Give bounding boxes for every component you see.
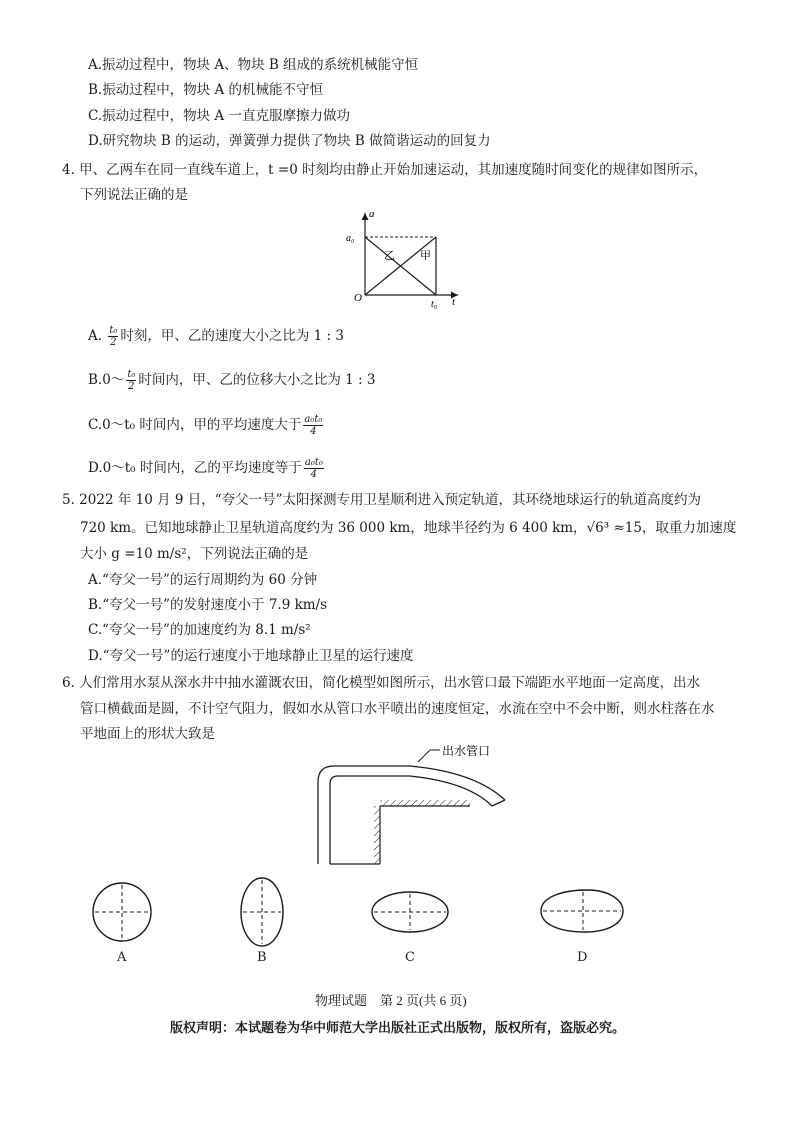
- q4-option-c-text: 0～t₀ 时间内，甲的平均速度大于: [102, 417, 302, 433]
- graph-label-yi: 乙: [384, 250, 395, 262]
- q4-option-a-letter: A.: [88, 328, 103, 344]
- q4-option-c-frac-den: 4: [310, 426, 317, 437]
- pipe-outer-wall: [318, 766, 410, 864]
- q3-option-c: [88, 106, 350, 126]
- graph-a0-label: a₀: [346, 233, 355, 244]
- pipe-inner-wall: [330, 776, 410, 864]
- q3-option-a-text: 振动过程中，物块 A、物块 B 组成的系统机械能守恒: [102, 57, 419, 73]
- graph-t0-label: t₀: [431, 299, 438, 310]
- q5-option-a-letter: A.: [88, 572, 103, 588]
- ground-hatch-side: [374, 806, 380, 864]
- q4-option-b-frac-num: t₀: [127, 369, 136, 380]
- q5-option-d-text: “夸父一号”的运行速度小于地球静止卫星的运行速度: [102, 648, 414, 664]
- q3-option-b-text: 振动过程中，物块 A 的机械能不守恒: [102, 82, 324, 98]
- q4-option-a-frac-den: 2: [110, 337, 117, 348]
- q3-option-c-text: 振动过程中，物块 A 一直克服摩擦力做功: [102, 108, 350, 124]
- q4-option-a-text: 时刻，甲、乙的速度大小之比为 1 : 3: [120, 328, 344, 344]
- q6-choice-b-shape: [237, 874, 287, 950]
- q5-option-b-text: “夸父一号”的发射速度小于 7.9 km/s: [102, 597, 328, 613]
- q4-option-a: [88, 325, 344, 348]
- q5-option-c-text: “夸父一号”的加速度约为 8.1 m/s²: [102, 622, 311, 638]
- q6-choice-c-label: C: [405, 950, 415, 965]
- q4-option-a-fraction: [108, 325, 118, 348]
- q6-stem-line2: 管口横截面是圆，不计空气阻力，假如水从管口水平喷出的速度恒定，水流在空中不会中断，则水柱落在水: [80, 701, 715, 717]
- q5-stem-line3: 大小 g =10 m/s²，下列说法正确的是: [80, 546, 309, 562]
- q5-option-c: [88, 620, 311, 640]
- q6-choice-a-shape: [90, 880, 154, 944]
- q4-option-a-frac-num: t₀: [109, 325, 118, 336]
- copyright-notice: 版权声明：本试题卷为华中师范大学出版社正式出版物，版权所有，盗版必究。: [170, 1020, 626, 1035]
- q3-option-a: [88, 55, 418, 75]
- q4-option-d: [88, 457, 326, 480]
- q5-option-a: [88, 570, 317, 590]
- q4-option-b-fraction: [126, 369, 136, 392]
- q4-option-b-prefix: 0～: [102, 372, 125, 388]
- q4-option-c-frac-num: a₀t₀: [304, 414, 323, 425]
- q4-option-b: [88, 369, 375, 392]
- ground-hatch-top: [380, 800, 470, 806]
- q6-choice-b-label: B: [257, 950, 267, 965]
- q4-option-b-letter: B.: [88, 372, 103, 388]
- q4-option-d-frac-den: 4: [310, 469, 318, 480]
- q4-option-d-frac-num: a₀t₀: [304, 457, 323, 468]
- graph-origin-label: O: [354, 292, 362, 304]
- q5-stem-line1: 5. 2022 年 10 月 9 日，“夸父一号”太阳探测专用卫星顺利进入预定轨道，其环绕地球运行的轨道高度约为: [62, 492, 702, 508]
- q4-option-b-text: 时间内，甲、乙的位移大小之比为 1 : 3: [138, 372, 376, 388]
- q3-option-d-text: 研究物块 B 的运动，弹簧弹力提供了物块 B 做简谐运动的回复力: [102, 133, 491, 149]
- q5-option-c-letter: C.: [88, 622, 103, 638]
- q3-option-b-letter: B.: [88, 82, 103, 98]
- graph-x-axis-label: t: [452, 296, 456, 308]
- page-footer-info: 物理试题 第 2 页(共 6 页): [315, 993, 467, 1008]
- q3-option-d-letter: D.: [88, 133, 103, 149]
- q5-option-d-letter: D.: [88, 648, 103, 664]
- q5-option-d: [88, 646, 413, 666]
- pipe-curve-top: [410, 766, 505, 800]
- q4-option-b-frac-den: 2: [128, 381, 135, 392]
- pipe-outlet-label: 出水管口: [442, 744, 491, 758]
- q4-stem-line2: 下列说法正确的是: [80, 187, 188, 203]
- pipe-outlet-end: [492, 800, 505, 806]
- q5-stem-line2: 720 km。已知地球静止卫星轨道高度约为 36 000 km，地球半径约为 6 400 km，√6³ ≈15，取重力加速度: [80, 520, 737, 536]
- q4-option-d-letter: D.: [88, 460, 103, 476]
- q4-stem-line1: 4. 甲、乙两车在同一直线车道上，t =0 时刻均由静止开始加速运动，其加速度随时间变化的规律如图所示，: [62, 162, 708, 178]
- q3-option-c-letter: C.: [88, 108, 103, 124]
- q5-option-b-letter: B.: [88, 597, 103, 613]
- q6-choice-d-label: D: [577, 950, 588, 965]
- q6-pipe-diagram: [310, 744, 530, 869]
- q4-option-c: [88, 414, 325, 437]
- q3-option-a-letter: A.: [88, 57, 103, 73]
- q3-option-d: [88, 131, 491, 151]
- q4-acceleration-graph: [340, 205, 480, 310]
- q6-stem-line3: 平地面上的形状大致是: [80, 726, 215, 742]
- q4-option-c-letter: C.: [88, 417, 103, 433]
- q6-choice-c-shape: [368, 888, 452, 936]
- q5-option-a-text: “夸父一号”的运行周期约为 60 分钟: [102, 572, 318, 588]
- graph-label-jia: 甲: [420, 250, 431, 262]
- q4-option-d-fraction: [304, 457, 324, 480]
- q4-option-d-text: 0～t₀ 时间内，乙的平均速度等于: [102, 460, 302, 476]
- pipe-label-leader: [418, 750, 430, 762]
- q4-option-c-fraction: [303, 414, 323, 437]
- graph-y-axis-label: a: [369, 208, 375, 220]
- q6-choice-a-label: A: [117, 950, 127, 965]
- q6-stem-line1: 6. 人们常用水泵从深水井中抽水灌溉农田，简化模型如图所示，出水管口最下端距水平地面一定高度，出水: [62, 675, 701, 691]
- q5-option-b: [88, 595, 327, 615]
- q3-option-b: [88, 80, 323, 100]
- q6-choice-d-shape: [535, 886, 627, 936]
